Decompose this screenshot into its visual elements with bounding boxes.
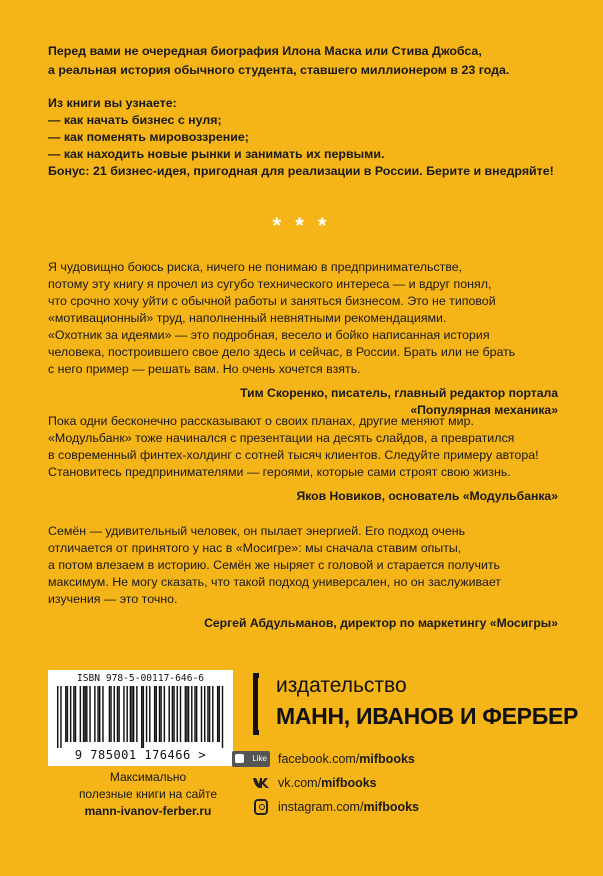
author-line: Тим Скоренко, писатель, главный редактор портала (240, 386, 558, 400)
intro-text (48, 42, 558, 80)
facebook-like-icon: Like (232, 751, 270, 767)
quote-line: отличается от принятого у нас в «Мосигре»: мы сначала ставим опыты, (48, 541, 462, 555)
quote-block (48, 523, 558, 632)
quote-line: максимум. Не могу сказать, что такой подход универсален, но он заслуживает (48, 575, 501, 589)
quote-line: человека, построившего свое дело здесь и сейчас, в России. Брать или не брать (48, 345, 516, 359)
social-link[interactable]: facebook.com/mifbooks (278, 752, 415, 766)
social-instagram[interactable] (232, 797, 572, 817)
author-line: Сергей Абдульманов, директор по маркетингу «Мосигры» (204, 616, 558, 630)
site-info (48, 769, 248, 820)
social-vk[interactable] (232, 773, 572, 793)
site-info-line: Максимально (109, 770, 187, 784)
publisher-name: МАНН, ИВАНОВ И ФЕРБЕР (276, 703, 579, 729)
quote-author (48, 615, 558, 632)
barcode-bars (57, 686, 225, 748)
learn-item: — как находить новые рынки и занимать их первыми. (48, 147, 385, 161)
learn-item: — как поменять мировоззрение; (48, 130, 249, 144)
social-facebook[interactable] (232, 749, 572, 769)
social-link[interactable]: vk.com/mifbooks (278, 776, 377, 790)
intro-line: а реальная история обычного студента, ставшего миллионером в 23 года. (48, 63, 510, 77)
barcode (48, 670, 233, 766)
social-link[interactable]: instagram.com/mifbooks (278, 800, 420, 814)
quote-line: потому эту книгу я прочел из сугубо технического интереса — и вдруг понял, (48, 277, 492, 291)
quote-line: а потом влезаем в историю. Семён же ныряет с головой и старается получить (48, 558, 500, 572)
quote-line: что срочно хочу уйти с обычной работы и заняться бизнесом. Это не типовой (48, 294, 496, 308)
learn-list (48, 95, 558, 163)
publisher-bracket (253, 673, 259, 735)
quote-line: в современный финтех-холдинг с сотней тысяч клиентов. Следуйте примеру автора! (48, 448, 539, 462)
quote-line: Я чудовищно боюсь риска, ничего не понимаю в предпринимательстве, (48, 260, 463, 274)
quote-line: «Охотник за идеями» — это подробная, весело и бойко написанная история (48, 328, 490, 342)
quote-line: изучения — это точно. (48, 592, 178, 606)
quote-line: «Модульбанк» тоже начинался с презентации на десять слайдов, а превратился (48, 431, 515, 445)
barcode-digits: 9 785001 176466 > (74, 748, 207, 762)
isbn-label: ISBN 978-5-00117-646-6 (76, 673, 205, 684)
author-line: Яков Новиков, основатель «Модульбанка» (296, 489, 558, 503)
quote-line: «мотивационный» труд, наполненный невнятными рекомендациями. (48, 311, 447, 325)
author-line: «Популярная механика» (410, 403, 558, 417)
quote-block (48, 413, 558, 505)
quote-line: с него пример — решать вам. Но очень хочется взять. (48, 362, 361, 376)
site-url-link[interactable]: mann-ivanov-ferber.ru (84, 804, 212, 818)
bonus-text (48, 162, 558, 181)
separator-stars: * * * (272, 213, 331, 238)
quote-line: Пока одни бесконечно рассказывают о своих планах, другие меняют мир. (48, 414, 474, 428)
quote-author (48, 488, 558, 505)
instagram-icon (254, 799, 268, 815)
learn-heading: Из книги вы узнаете: (48, 96, 177, 110)
quote-line: Становитесь предпринимателями — героями, которые сами строят свою жизнь. (48, 465, 511, 479)
bonus-line: Бонус: 21 бизнес-идея, пригодная для реализации в России. Берите и внедряйте! (48, 164, 554, 178)
quote-block (48, 259, 558, 419)
publisher-label: издательство (276, 674, 407, 697)
learn-item: — как начать бизнес с нуля; (48, 113, 222, 127)
vk-icon (252, 775, 270, 791)
site-info-line: полезные книги на сайте (78, 787, 218, 801)
intro-line: Перед вами не очередная биография Илона Маска или Стива Джобса, (48, 44, 482, 58)
quote-line: Семён — удивительный человек, он пылает энергией. Его подход очень (48, 524, 466, 538)
